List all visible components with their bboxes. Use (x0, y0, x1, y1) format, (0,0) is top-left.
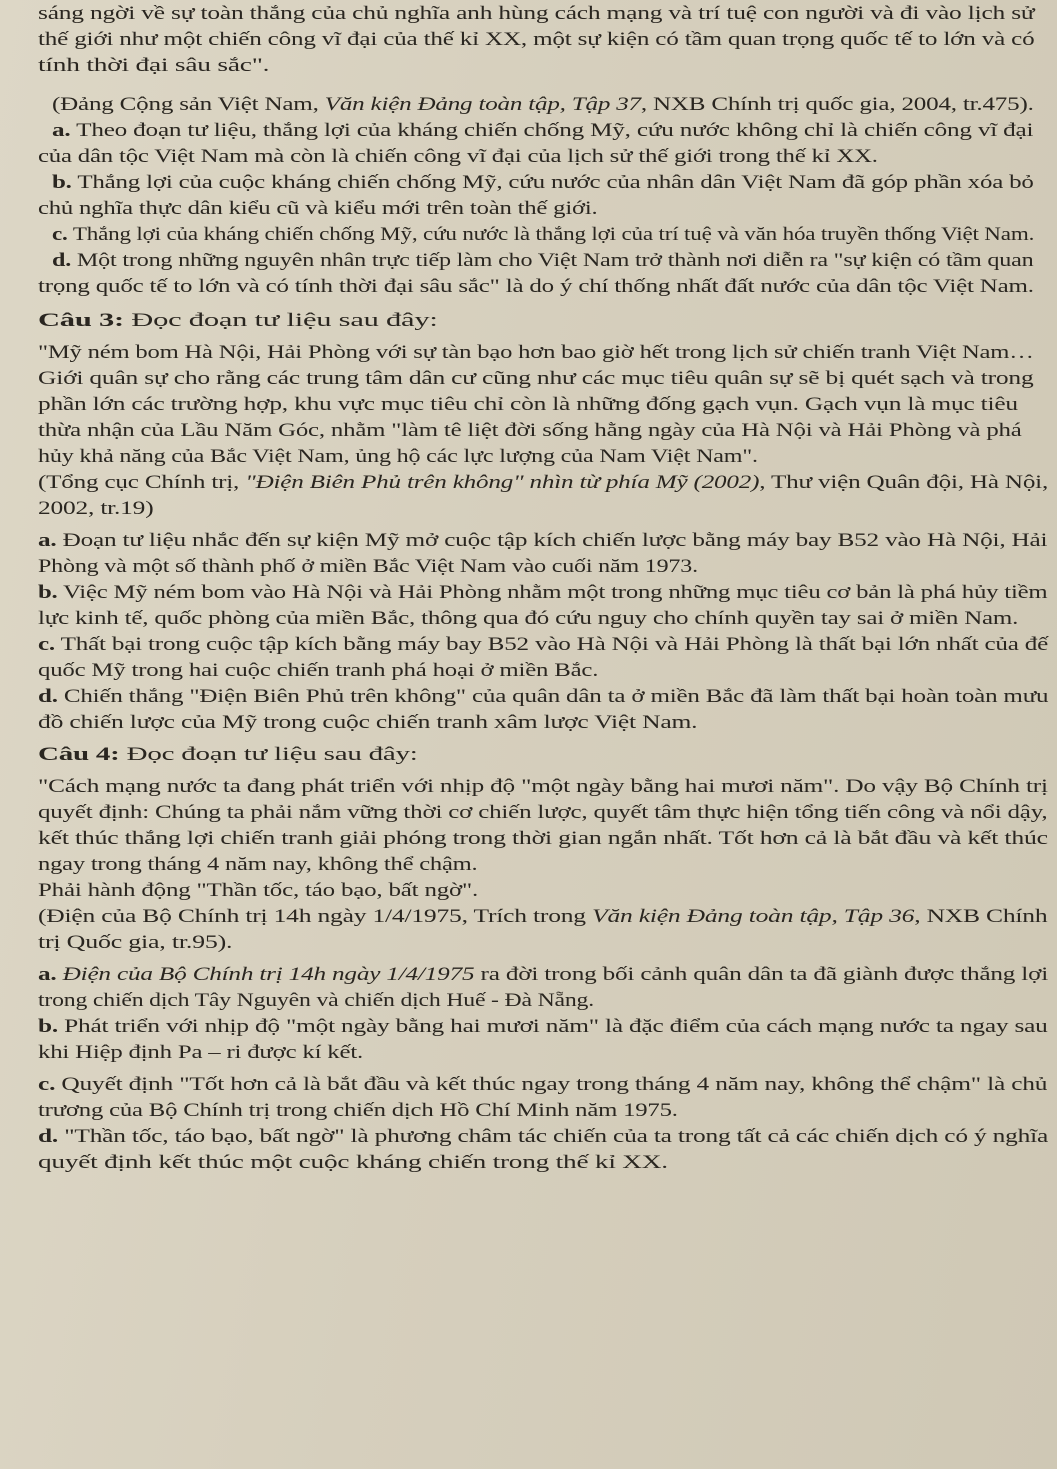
text-segment: (Tổng cục Chính trị, (38, 472, 246, 493)
text-line (38, 659, 598, 683)
text-segment: Đoạn tư liệu nhắc đến sự kiện Mỹ mở cuộc tập kích chiến lược bằng máy bay B52 vào Hà Nội, Hải (56, 530, 1048, 551)
text-segment: Đọc đoạn tư liệu sau đây: (119, 744, 418, 765)
text-segment: trương của Bộ Chính trị trong chiến dịch Hồ Chí Minh năm 1975. (38, 1100, 678, 1121)
text-segment: chủ nghĩa thực dân kiểu cũ và kiểu mới trên toàn thế giới. (38, 198, 598, 219)
text-segment: hủy khả năng của Bắc Việt Nam, ủng hộ các lực lượng của Nam Việt Nam". (38, 446, 758, 467)
text-segment: Thắng lợi của kháng chiến chống Mỹ, cứu nước là thắng lợi của trí tuệ và văn hóa truyền thống Việt Nam. (67, 224, 1035, 245)
text-segment: "Điện Biên Phủ trên không" nhìn từ phía Mỹ (2002) (245, 472, 760, 493)
text-line (38, 1151, 668, 1175)
text-segment: quốc Mỹ trong hai cuộc chiến tranh phá hoại ở miền Bắc. (38, 660, 599, 681)
text-line (38, 711, 697, 735)
text-segment: của dân tộc Việt Nam mà còn là chiến công vĩ đại của lịch sử thế giới trong thế kỉ XX. (38, 146, 878, 167)
text-segment: Điện của Bộ Chính trị 14h ngày 1/4/1975 (56, 964, 475, 985)
text-line (38, 827, 1048, 851)
text-line (38, 685, 1048, 709)
text-line (38, 963, 1048, 987)
text-line (38, 28, 1034, 52)
text-segment: a. (52, 120, 71, 141)
text-segment: khi Hiệp định Pa – ri được kí kết. (38, 1042, 364, 1063)
text-segment: b. (38, 1016, 59, 1037)
text-segment: sáng ngời về sự toàn thắng của chủ nghĩa anh hùng cách mạng và trí tuệ con người và đi vào lịch sử (38, 3, 1035, 24)
text-segment: , NXB Chính trị quốc gia, 2004, tr.475). (640, 94, 1034, 115)
text-segment: trị Quốc gia, tr.95). (38, 932, 233, 953)
text-segment: đồ chiến lược của Mỹ trong cuộc chiến tranh xâm lược Việt Nam. (38, 712, 698, 733)
text-segment: Phát triển với nhịp độ "một ngày bằng hai mươi năm" là đặc điểm của cách mạng nước ta ngay sau (58, 1016, 1048, 1037)
text-segment: Văn kiện Đảng toàn tập, Tập 37 (324, 94, 641, 115)
text-line (38, 197, 597, 221)
text-line (38, 419, 1022, 443)
text-line (52, 171, 1034, 195)
text-segment: "Thần tốc, táo bạo, bất ngờ" là phương châm tác chiến của ta trong tất cả các chiến dịch có ý nghĩa (58, 1126, 1049, 1147)
text-segment: "Mỹ ném bom Hà Nội, Hải Phòng với sự tàn bạo hơn bao giờ hết trong lịch sử chiến tranh Việt Nam… (38, 342, 1034, 363)
text-segment: kết thúc thắng lợi chiến tranh giải phóng trong thời gian ngắn nhất. Tốt hơn cả là bắt đầu và kết thúc (38, 828, 1048, 849)
text-segment: phần lớn các trường hợp, khu vực mục tiêu chỉ còn là những đống gạch vụn. Gạch vụn là mục tiêu (38, 394, 1018, 415)
text-line (38, 743, 418, 767)
text-line (38, 54, 269, 78)
text-line (38, 581, 1047, 605)
text-line (52, 119, 1033, 143)
text-segment: Quyết định "Tốt hơn cả là bắt đầu và kết thúc ngay trong tháng 4 năm nay, không thể chậm" là chủ (55, 1074, 1048, 1095)
text-line (38, 989, 594, 1013)
text-segment: ra đời trong bối cảnh quân dân ta đã giành được thắng lợi (474, 964, 1049, 985)
text-segment: Câu 3: (38, 310, 124, 331)
text-segment: c. (52, 224, 68, 245)
text-segment: c. (38, 1074, 56, 1095)
text-segment: tính thời đại sâu sắc". (38, 55, 270, 76)
text-line (38, 1073, 1047, 1097)
text-segment: b. (38, 582, 58, 603)
text-segment: trong chiến dịch Tây Nguyên và chiến dịch Huế - Đà Nẵng. (38, 990, 594, 1011)
text-segment: d. (52, 250, 72, 271)
text-segment: , Thư viện Quân đội, Hà Nội, (759, 472, 1049, 493)
text-segment: quyết định: Chúng ta phải nắm vững thời cơ chiến lược, quyết tâm thực hiện tổng tiến công và nổi dậy, (38, 802, 1048, 823)
text-line (38, 275, 1034, 299)
text-line (38, 471, 1048, 495)
text-line (38, 853, 477, 877)
text-line (38, 879, 478, 903)
text-line (52, 223, 1034, 247)
text-line (38, 1015, 1048, 1039)
text-segment: quyết định kết thúc một cuộc kháng chiến trong thế kỉ XX. (38, 1152, 668, 1173)
text-segment: Đọc đoạn tư liệu sau đây: (123, 310, 438, 331)
text-line (38, 309, 438, 333)
text-line (38, 529, 1047, 553)
text-segment: Phòng và một số thành phố ở miền Bắc Việt Nam vào cuối năm 1973. (38, 556, 698, 577)
text-segment: Văn kiện Đảng toàn tập, Tập 36 (592, 906, 915, 927)
text-segment: (Điện của Bộ Chính trị 14h ngày 1/4/1975, Trích trong (38, 906, 593, 927)
text-segment: Giới quân sự cho rằng các trung tâm dân cư cũng như các mục tiêu quân sự sẽ bị quét sạch và trong (38, 368, 1034, 389)
text-segment: b. (52, 172, 72, 193)
text-line (38, 801, 1047, 825)
text-segment: Câu 4: (38, 744, 120, 765)
text-line (38, 393, 1018, 417)
text-segment: Theo đoạn tư liệu, thắng lợi của kháng chiến chống Mỹ, cứu nước không chỉ là chiến công vĩ đại (70, 120, 1034, 141)
text-segment: (Đảng Cộng sản Việt Nam, (52, 94, 325, 115)
text-line (38, 775, 1048, 799)
text-segment: a. (38, 530, 57, 551)
text-segment: trọng quốc tế to lớn và có tính thời đại sâu sắc" là do ý chí thống nhất đất nước của dân tộc Việt Nam. (38, 276, 1034, 297)
text-segment: d. (38, 1126, 59, 1147)
text-segment: Thất bại trong cuộc tập kích bằng máy bay B52 vào Hà Nội và Hải Phòng là thất bại lớn nhất của đế (55, 634, 1049, 655)
text-line (38, 497, 153, 521)
text-segment: 2002, tr.19) (38, 498, 154, 519)
text-segment: Việc Mỹ ném bom vào Hà Nội và Hải Phòng nhằm một trong những mục tiêu cơ bản là phá hủy tiềm (57, 582, 1048, 603)
text-segment: Phải hành động "Thần tốc, táo bạo, bất ngờ". (38, 880, 479, 901)
text-segment: ngay trong tháng 4 năm nay, không thể chậm. (38, 854, 478, 875)
text-segment: thế giới như một chiến công vĩ đại của thế kỉ XX, một sự kiện có tầm quan trọng quốc tế to lớn và có (38, 29, 1035, 50)
text-segment: "Cách mạng nước ta đang phát triển với nhịp độ "một ngày bằng hai mươi năm". Do vậy Bộ Chính trị (38, 776, 1048, 797)
text-line (38, 445, 758, 469)
text-segment: thừa nhận của Lầu Năm Góc, nhằm "làm tê liệt đời sống hằng ngày của Hà Nội và Hải Phòng và phá (38, 420, 1022, 441)
text-segment: a. (38, 964, 57, 985)
text-segment: Thắng lợi của cuộc kháng chiến chống Mỹ, cứu nước của nhân dân Việt Nam đã góp phần xóa bỏ (71, 172, 1034, 193)
text-segment: Một trong những nguyên nhân trực tiếp làm cho Việt Nam trở thành nơi diễn ra "sự kiện có tầm quan (71, 250, 1034, 271)
text-line (38, 1099, 678, 1123)
text-line (38, 145, 878, 169)
text-line (52, 93, 1034, 117)
text-line (38, 341, 1034, 365)
text-line (38, 633, 1048, 657)
text-line (38, 1125, 1048, 1149)
text-line (38, 931, 232, 955)
text-line (38, 607, 1018, 631)
text-segment: , NXB Chính (914, 906, 1048, 927)
text-line (38, 555, 698, 579)
text-line (38, 905, 1047, 929)
text-segment: c. (38, 634, 56, 655)
text-segment: lực kinh tế, quốc phòng của miền Bắc, thông qua đó cứu nguy cho chính quyền tay sai ở miền Nam. (38, 608, 1019, 629)
text-segment: Chiến thắng "Điện Biên Phủ trên không" của quân dân ta ở miền Bắc đã làm thất bại hoàn toàn mưu (57, 686, 1049, 707)
text-segment: d. (38, 686, 58, 707)
text-line (52, 249, 1034, 273)
text-line (38, 367, 1034, 391)
text-line (38, 1041, 363, 1065)
text-line (38, 2, 1035, 26)
